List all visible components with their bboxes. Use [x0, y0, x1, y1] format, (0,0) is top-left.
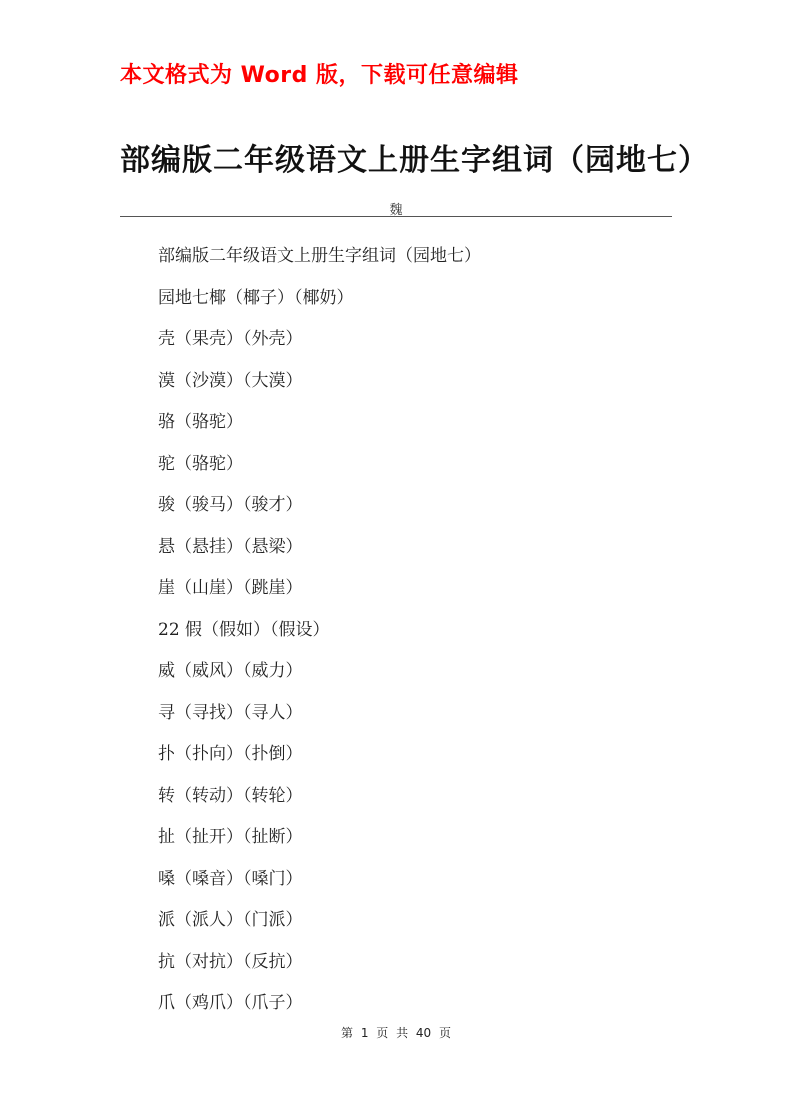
list-item: 骆（骆驼） — [158, 412, 243, 432]
list-item: 漠（沙漠）（大漠） — [158, 370, 303, 391]
format-notice-banner: 本文格式为 Word 版，下载可任意编辑 — [120, 63, 519, 88]
list-item: 转（转动）（转轮） — [158, 785, 303, 806]
list-item: 骏（骏马）（骏才） — [158, 495, 303, 515]
list-item: 派（派人）（门派） — [158, 910, 303, 930]
page-footer: 第 1 页 共 40 页 — [341, 1026, 451, 1040]
list-item: 悬（悬挂）（悬梁） — [158, 536, 303, 557]
list-item: 嗓（嗓音）（嗓门） — [158, 868, 303, 889]
document-title: 部编版二年级语文上册生字组词（园地七） — [120, 143, 709, 178]
list-item: 扑（扑向）（扑倒） — [158, 744, 303, 764]
list-item: 壳（果壳）（外壳） — [158, 329, 303, 349]
list-item: 抗（对抗）（反抗） — [158, 951, 303, 972]
list-item: 部编版二年级语文上册生字组词（园地七） — [158, 246, 481, 266]
list-item: 寻（寻找）（寻人） — [158, 702, 303, 723]
list-item: 驼（骆驼） — [158, 453, 243, 474]
word-list — [158, 245, 481, 1034]
title-divider — [120, 216, 672, 217]
list-item: 威（威风）（威力） — [158, 661, 303, 681]
list-item: 园地七椰（椰子）（椰奶） — [158, 287, 354, 308]
author-name: 魏 — [389, 203, 403, 218]
list-item: 22 假（假如）（假设） — [158, 619, 330, 640]
list-item: 爪（鸡爪）（爪子） — [158, 993, 303, 1013]
list-item: 扯（扯开）（扯断） — [158, 827, 303, 847]
list-item: 崖（山崖）（跳崖） — [158, 578, 303, 598]
